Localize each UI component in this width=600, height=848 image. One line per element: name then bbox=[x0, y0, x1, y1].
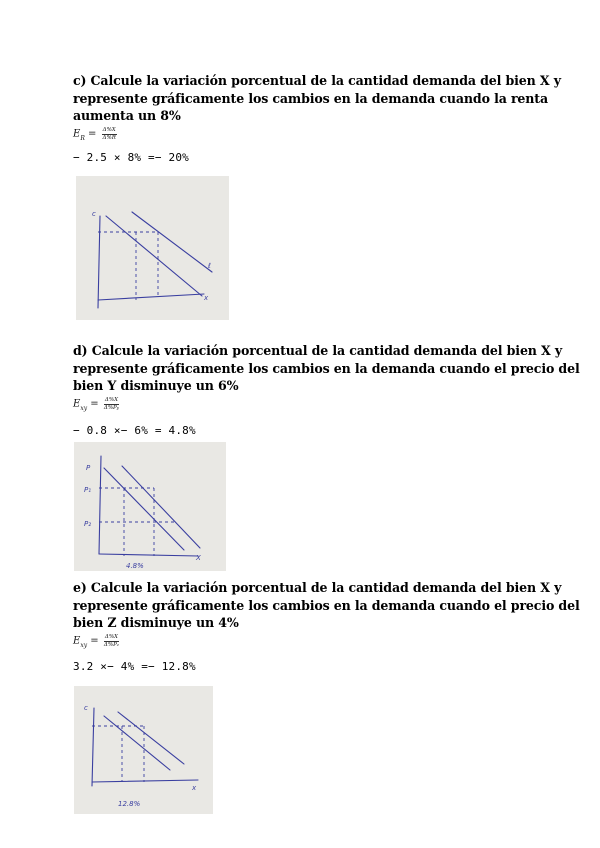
section-e-calculation: 3.2 ×− 4% =− 12.8% bbox=[73, 660, 196, 673]
sketch-x-label: x bbox=[204, 294, 209, 302]
sketch-curve-label: ℓ bbox=[208, 262, 211, 270]
heading-line: represente gráficamente los cambios en la demanda cuando el precio del bbox=[73, 597, 580, 613]
heading-line: e) Calcule la variación porcentual de la cantidad demanda del bien X y bbox=[73, 580, 562, 595]
heading-line: aumenta un 8% bbox=[73, 108, 181, 123]
section-e-heading bbox=[73, 579, 580, 632]
sketch-y-label: c bbox=[84, 704, 88, 712]
section-c-sketch-photo bbox=[76, 176, 229, 320]
section-c-heading bbox=[73, 72, 561, 125]
section-d-calculation: − 0.8 ×− 6% = 4.8% bbox=[73, 424, 196, 437]
section-c-calculation: − 2.5 × 8% =− 20% bbox=[73, 151, 189, 164]
section-d-heading bbox=[73, 342, 580, 395]
sketch-bottom-label: 4.8% bbox=[126, 562, 144, 570]
sketch-y-label: P bbox=[86, 464, 91, 472]
sketch-y-label: c bbox=[92, 210, 96, 218]
sketch-p1-label: P₁ bbox=[84, 486, 92, 494]
heading-line: represente gráficamente los cambios en la demanda cuando el precio del bbox=[73, 360, 580, 376]
heading-line: bien Y disminuye un 6% bbox=[73, 378, 239, 393]
sketch-x-label: X bbox=[196, 554, 201, 562]
heading-line: d) Calcule la variación porcentual de la cantidad demanda del bien X y bbox=[73, 343, 563, 358]
section-e-sketch-photo bbox=[74, 686, 213, 814]
section-d-formula: $E_{xy}$ = $\frac{\Delta\%X}{\Delta\%Py}$ bbox=[73, 397, 120, 412]
sketch-bottom-label: 12.8% bbox=[118, 800, 141, 808]
section-c-formula: $E_R$ = $\frac{\Delta\%X}{\Delta\%R}$ bbox=[73, 127, 116, 142]
section-d-sketch-photo bbox=[74, 442, 226, 571]
sketch-x-label: x bbox=[192, 784, 197, 792]
heading-line: bien Z disminuye un 4% bbox=[73, 615, 239, 630]
heading-line: represente gráficamente los cambios en la demanda cuando la renta bbox=[73, 90, 548, 106]
section-e-formula: $E_{xy}$ = $\frac{\Delta\%X}{\Delta\%Pz}$ bbox=[73, 634, 119, 649]
heading-line: c) Calcule la variación porcentual de la cantidad demanda del bien X y bbox=[73, 73, 561, 88]
sketch-p2-label: P₂ bbox=[84, 520, 92, 528]
